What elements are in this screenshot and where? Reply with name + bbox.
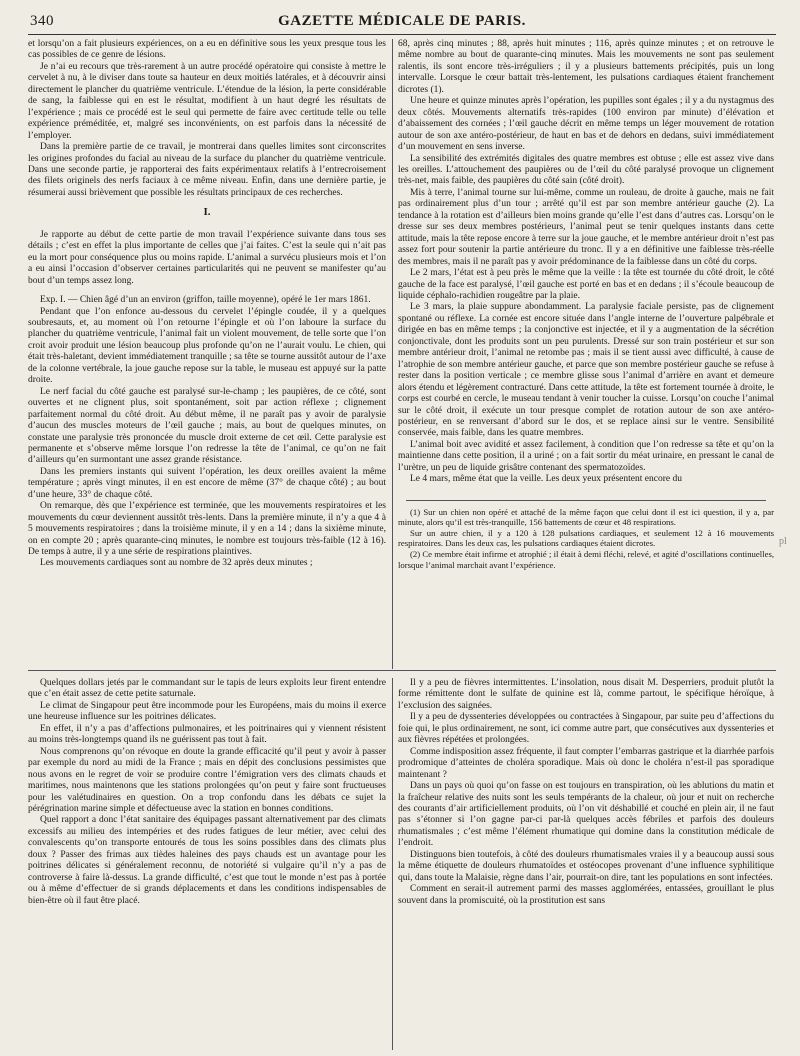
paragraph: Dans un pays où quoi qu’on fasse on est toujours en transpiration, où les ablutions du matin et la fraîcheur relative des nuits sont les seuls tempérants de la chaleur, où jour et nuit on recherche des courants d’air artificiellement produits, où l’on vit déshabillé et couché en plein air, il ne faut pas s’étonner si l’on gagne par-ci par-là quelques accès fébriles et parfois des douleurs rhumatismales ; c’est même l’élément rhumatique qui domine dans la constitution médicale de l’endroit. [398,781,774,849]
margin-mark: pl [779,536,787,547]
paragraph: Il y a peu de fièvres intermittentes. L’insolation, nous disait M. Desperriers, produit plutôt la forme rémittente dont le sulfate de quinine est là, comme partout, le spécifique héroïque, à l’exclusion des saignées. [398,678,774,711]
paragraph: Comment en serait-il autrement parmi des masses agglomérées, entassées, grouillant le plus souvent dans la promiscuité, où la prostitution est sans [398,884,774,906]
paragraph: Pendant que l’on enfonce au-dessous du cervelet l’épingle coudée, il y a quelques soubresauts, et, au moment où l’on retourne l’épingle et où l’on laboure la surface du plancher du quatrième ventricule, l’animal fait un violent mouvement, de telle sorte que l’on croit avoir produit une lésion beaucoup plus profonde qu’on ne l’aurait voulu. Le chien, qui était très-haletant, devient immédiatement tranquille ; sa tête se tourne aussitôt autour de l’axe de la colonne vertébrale, la joue gauche repose sur la table, le museau est appuyé sur la patte droite. [28,306,386,386]
column-divider [392,678,393,1050]
paragraph: Comme indisposition assez fréquente, il faut compter l’embarras gastrique et la diarrhée parfois prodromique d’atteintes de choléra sporadique. Mais où donc le choléra n’est-il pas sporadique maintenant ? [398,746,774,780]
column-divider [392,39,393,669]
left-column [28,39,386,669]
paragraph: Je n’ai eu recours que très-rarement à un autre procédé opératoire qui consiste à mettre le cervelet à nu, à le diviser dans toute sa hauteur en deux moitiés latérales, et à découvrir ainsi directement le plancher du quatrième ventricule. L’étendue de la lésion, la perte considérable de sang, la faiblesse qui en est le résultat, modifient à un haut degré les résultats de l’expérience ; mais ce procédé est le seul qui permette de faire avec certitude telle ou telle expérience préméditée, et, malgré ses inconvénients, on est parfois dans la nécessité de l’employer. [28,61,386,141]
paragraph: 68, après cinq minutes ; 88, après huit minutes ; 116, après quinze minutes ; et on retrouve le même nombre au bout de quarante-cinq minutes. Mais les mouvements ne sont pas seulement ralentis, ils sont encore très-irréguliers ; il y a plusieurs battements précipités, puis un long intervalle. Lorsque le cœur battait très-lentement, les pulsations cardiaques étaient franchement dicrotes (1). [398,39,774,95]
lower-right-column [398,678,774,1050]
paragraph: et lorsqu’on a fait plusieurs expériences, on a eu en définitive sous les yeux presque tous les cas possibles de ce genre de lésions. [28,39,386,61]
footnote-rule [406,500,767,501]
right-column [398,39,774,669]
paragraph: En effet, il n’y a pas d’affections pulmonaires, et les poitrinaires qui y viennent résistent au moins très-longtemps quand ils ne guérissent pas tout à fait. [28,723,386,746]
footnote: (2) Ce membre était infirme et atrophié ; il était à demi fléchi, relevé, et agité d’oscillations continuelles, lorsque l’animal marchait avant l’expérience. [398,549,774,570]
journal-title: GAZETTE MÉDICALE DE PARIS. [278,13,526,29]
page-header [28,12,776,35]
paragraph: Quelques dollars jetés par le commandant sur le tapis de leurs exploits leur firent entendre que c’en était assez de cette petite saturnale. [28,678,386,700]
lower-left-column [28,678,386,1050]
paragraph: La sensibilité des extrémités digitales des quatre membres est obtuse ; elle est assez vive dans les oreilles. L’attouchement des paupières ou de l’œil du côté paralysé provoque un clignement très-net, mais faible, des paupières du côté sain (côté droit). [398,153,774,187]
paragraph: Dans la première partie de ce travail, je montrerai dans quelles limites sont circonscrites les origines profondes du facial au niveau de la surface du plancher du quatrième ventricule. Dans une seconde partie, je rapporterai des faits expérimentaux relatifs à l’entrecroisement des filets originels des nerfs faciaux à ce même niveau. Enfin, dans une dernière partie, je résumerai aussi brièvement que possible les résultats principaux de ces recherches. [28,142,386,198]
paragraph: L’animal boit avec avidité et assez facilement, à condition que l’on redresse sa tête et qu’on la maintienne dans cette position, il a uriné ; on a fait sortir du méat urinaire, en pressant le canal de l’urètre, un peu de liquide grisâtre contenant des spermatozoïdes. [398,439,774,473]
paragraph: Une heure et quinze minutes après l’opération, les pupilles sont égales ; il y a du nystagmus des deux côtés. Mouvements alternatifs très-rapides (100 environ par minute) d’élévation et d’abaissement des cornées ; l’œil gauche décrit en même temps un léger mouvement de rotation autour de son axe antéro-postérieur, de haut en bas et de dehors en dedans, suivi immédiatement d’un mouvement en sens inverse. [398,96,774,153]
page-number: 340 [30,13,54,29]
paragraph: Distinguons bien toutefois, à côté des douleurs rhumatismales vraies il y a beaucoup aussi sous la même étiquette de douleurs rhumatoïdes et ostéocopes provenant d’une influence syphilitique qui, dans toute la Malaisie, règne dans l’air, pourrait-on dire, tant les populations en sont infectées. [398,849,774,883]
paragraph: Les mouvements cardiaques sont au nombre de 32 après deux minutes ; [40,558,313,569]
paragraph: Nous comprenons qu’on révoque en doute la grande efficacité qu’il peut y avoir à passer par exemple du nord au midi de la France ; mais en dépit des conclusions pessimistes que nous avons en le regret de voir se produire contre l’émigration vers des climats chauds et maritimes, nous maintenons que les stations prolongées qu’on peut y faire sont fructueuses pour les valétudinaires en question. On a trop confondu dans les débats ce sujet la pérégrination marine simple et défectueuse avec la station en bonnes conditions. [28,746,386,814]
footnote: Sur un autre chien, il y a 120 à 128 pulsations cardiaques, et seulement 12 à 16 mouvements respiratoires. Dans les deux cas, les pulsations cardiaques étaient dicrotes. [398,527,774,549]
paragraph: Je rapporte au début de cette partie de mon travail l’expérience suivante dans tous ses détails ; c’est en effet la plus importante de celles que j’ai faites. C’est la seule qui n’ait pas eu la mort pour conséquence plus ou moins rapide. L’animal a survécu plusieurs mois et l’on a eu ainsi l’occasion d’observer certaines particularités qui ne peuvent se manifester qu’au bout d’un temps assez long. [28,229,386,286]
paragraph: Le nerf facial du côté gauche est paralysé sur-le-champ ; les paupières, de ce côté, sont ouvertes et ne clignent plus, soit spontanément, soit par action réflexe ; clignement parfaitement normal du côté droit. Au début même, il ne paraît pas y avoir de paralysie d’aucun des muscles moteurs de l’œil gauche ; mais, au bout de quelques minutes, on constate une paralysie très prononcée du muscle droit externe de cet œil. Cette paralysie est permanente et s’observe même lorsque l’on redresse la tête de l’animal, ce qu’on ne fait d’ailleurs qu’en surmontant une assez grande résistance. [28,386,386,466]
paragraph: Il y a peu de dyssenteries développées ou contractées à Singapour, par suite peu d’affections du foie qui, le plus ordinairement, ne sont, ici comme autre part, que consécutives aux dyssenteries et aux fièvres répétées et prolongées. [398,712,774,746]
paragraph: Le 4 mars, même état que la veille. Les deux yeux présentent encore du [410,474,682,485]
paragraph: On remarque, dès que l’expérience est terminée, que les mouvements respiratoires et les mouvements du cœur deviennent aussitôt très-lents. Dans la première minute, il n’y a que 4 à 5 mouvements respiratoires ; dans la troisième minute, il y en a 14 ; dans la sixième minute, on en compte 20 ; après quarante-cinq minutes, le nombre est toujours très-faible (12 à 16). De temps à autre, il y a une série de respirations plaintives. [28,501,386,558]
footnote: (1) Sur un chien non opéré et attaché de la même façon que celui dont il est ici question, il y a, par minute, alors qu’il est très-tranquille, 156 battements de cœur et 48 respirations. [398,506,774,528]
section-rule [28,670,776,671]
paragraph: Quel rapport a donc l’état sanitaire des équipages passant alternativement par des climats excessifs au milieu des intempéries et des rudes fatigues de leur métier, avec celui des convalescents qu’on transporte entourés de tous les soins possibles dans des climats plus doux ? Passer des frimas aux tièdes haleines des pays chauds est un avantage pour les poitrines délicates si généralement reconnu, de notoriété si vulgaire qu’il n’y a pas de controverse à faire là-dessus. La grande difficulté, c’est que tout le monde n’est pas à portée ou à même d’effectuer de si grands déplacements et dans les conditions indispensables de bien-être où il faut être placé. [28,815,386,906]
paragraph: Le 3 mars, la plaie suppure abondamment. La paralysie faciale persiste, pas de clignement spontané ou réflexe. La cornée est encore située dans l’angle interne de l’ouverture palpébrale et dirigée en bas en même temps ; la conjonctive est injectée, et il y a augmentation de la sécrétion conjonctivale, dont les produits sont un peu purulents. Dressé sur son train postérieur et sur son membre antérieur droit, l’animal ne retombe pas ; mais il se tient aussi avec difficulté, à cause de l’atrophie de son membre antérieur gauche, et parce que son membre postérieur gauche se refuse à rester dans la position verticale ; ce membre glisse sous l’animal d’arrière en avant et demeure alors étendu et légèrement contracturé. Dans cette attitude, la tête est fortement tournée à droite, le corps est courbé en cercle, le museau tendant à venir toucher la cuisse. Lorsqu’on couche l’animal sur le côté droit, il exécute un tour presque complet de rotation autour de son axe antéro-postérieur, en se renversant d’abord sur le dos, et se replace ainsi sur le ventre. Sensibilité conservée, mais faible, dans les quatre membres. [398,302,774,439]
section-heading: I. [203,206,211,219]
paragraph: Mis à terre, l’animal tourne sur lui-même, comme un rouleau, de droite à gauche, mais ne fait pas ordinairement plus d’un tour ; arrêté qu’il est par son membre antérieur gauche (2). La tendance à la rotation est d’ailleurs bien moins grande qu’elle l’est dans d’autres cas. Lorsqu’on le dresse sur ses deux membres postérieurs, l’animal peut se tenir quelques instants dans cette attitude, mais la tête repose encore à terre sur la joue gauche, et le membre antérieur droit n’est pas assez fort pour soutenir la partie antérieure du tronc. Il y a en définitive une faiblesse très-réelle des membres, mais il ne paraît pas y avoir prédominance de la faiblesse dans un côté du corps. [398,187,774,267]
paragraph: Le climat de Singapour peut être incommode pour les Européens, mais du moins il exerce une heureuse influence sur les poitrines délicates. [28,700,386,723]
paragraph: Dans les premiers instants qui suivent l’opération, les deux oreilles avaient la même température ; après vingt minutes, il en est encore de même (37° de chaque côté) ; au bout d’une heure, 33° de chaque côté. [28,466,386,500]
paragraph: Le 2 mars, l’état est à peu près le même que la veille : la tête est tournée du côté droit, le côté gauche de la face est paralysé, l’œil gauche est porté en bas et en dedans ; il s’écoule beaucoup de liquide céphalo-rachidien rougeâtre par la plaie. [398,268,774,301]
experiment-heading: Exp. I. — Chien âgé d’un an environ (griffon, taille moyenne), opéré le 1er mars 1861. [40,295,371,306]
